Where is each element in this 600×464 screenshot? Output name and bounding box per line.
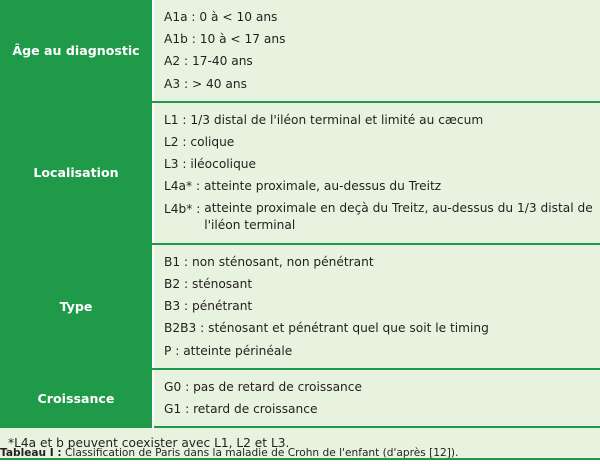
classification-item xyxy=(164,175,594,197)
item-code: B1 xyxy=(164,254,181,269)
item-code: A1b xyxy=(164,32,188,47)
item-code: L4a* xyxy=(164,179,193,194)
item-colon: : xyxy=(180,76,192,91)
item-code: G0 xyxy=(164,379,182,394)
classification-item xyxy=(164,153,594,175)
classification-item xyxy=(164,198,594,237)
classification-item xyxy=(164,50,594,72)
item-code: B3 xyxy=(164,299,181,314)
item-colon: : xyxy=(187,32,200,47)
item-description: non sténosant, non pénétrant xyxy=(191,254,374,269)
item-code: B2 xyxy=(164,277,181,292)
item-code: A3 xyxy=(164,76,181,91)
classification-item xyxy=(164,109,594,131)
item-colon: : xyxy=(187,10,200,24)
item-colon: : xyxy=(196,321,209,336)
item-code: B2B3 xyxy=(164,321,197,336)
category-label: Localisation xyxy=(0,103,153,243)
item-description: atteinte proximale, au-dessus du Treitz xyxy=(203,179,442,194)
item-description: retard de croissance xyxy=(193,402,318,417)
caption-text: Classification de Paris dans la maladie de Crohn de l'enfant (d'après [12]). xyxy=(61,447,459,459)
category-label: Croissance xyxy=(0,370,153,427)
item-colon: : xyxy=(180,254,192,269)
classification-item xyxy=(164,131,594,153)
category-row xyxy=(0,0,600,101)
classification-item xyxy=(164,6,594,28)
item-colon: : xyxy=(171,343,184,358)
category-row xyxy=(0,245,600,368)
classification-item xyxy=(164,398,594,420)
item-description: 10 à < 17 ans xyxy=(199,32,286,47)
classification-item xyxy=(164,340,594,362)
item-description: 17-40 ans xyxy=(191,54,253,69)
item-description: colique xyxy=(190,135,235,150)
item-code: A1a xyxy=(164,10,188,24)
caption-label: Tableau I : xyxy=(0,447,62,459)
item-description: > 40 ans xyxy=(191,76,247,91)
category-row xyxy=(0,103,600,243)
classification-item xyxy=(164,273,594,295)
item-colon: : xyxy=(192,201,205,216)
footnote: *L4a et b peuvent coexister avec L1, L2 et L3. xyxy=(0,427,600,459)
category-label: Type xyxy=(0,245,153,368)
item-code: G1 xyxy=(164,402,182,417)
item-colon: : xyxy=(178,112,191,127)
classification-item xyxy=(164,376,594,398)
item-colon: : xyxy=(181,402,194,417)
item-description: 0 à < 10 ans xyxy=(199,10,278,24)
item-code: L2 xyxy=(164,135,179,150)
item-description: pénétrant xyxy=(191,299,253,314)
category-items xyxy=(153,245,600,368)
item-code: P xyxy=(164,343,172,358)
category-items xyxy=(153,103,600,243)
category-items xyxy=(153,0,600,101)
classification-item xyxy=(164,317,594,339)
category-label: Âge au diagnostic xyxy=(0,0,153,101)
item-code: A2 xyxy=(164,54,181,69)
item-description: atteinte périnéale xyxy=(183,343,293,358)
classification-item xyxy=(164,73,594,95)
classification-item xyxy=(164,28,594,50)
item-colon: : xyxy=(180,54,192,69)
item-code: L4b* xyxy=(164,201,193,216)
classification-item xyxy=(164,295,594,317)
item-description: sténosant et pénétrant quel que soit le timing xyxy=(208,321,489,336)
item-colon: : xyxy=(178,135,191,150)
category-items xyxy=(153,370,600,427)
item-code: L1 xyxy=(164,112,179,127)
item-colon: : xyxy=(181,379,194,394)
item-description: iléocolique xyxy=(190,157,257,172)
item-code: L3 xyxy=(164,157,179,172)
item-colon: : xyxy=(180,277,192,292)
classification-item xyxy=(164,251,594,273)
item-colon: : xyxy=(178,157,191,172)
item-description: pas de retard de croissance xyxy=(193,379,362,394)
item-description: atteinte proximale en deçà du Treitz, au-dessus du 1/3 distal de l'iléon terminal xyxy=(204,201,593,233)
item-description: 1/3 distal de l'iléon terminal et limité au cæcum xyxy=(190,112,484,127)
table-caption xyxy=(0,447,458,459)
category-row xyxy=(0,370,600,427)
item-colon: : xyxy=(180,299,192,314)
item-colon: : xyxy=(192,179,204,194)
item-description: sténosant xyxy=(191,277,253,292)
